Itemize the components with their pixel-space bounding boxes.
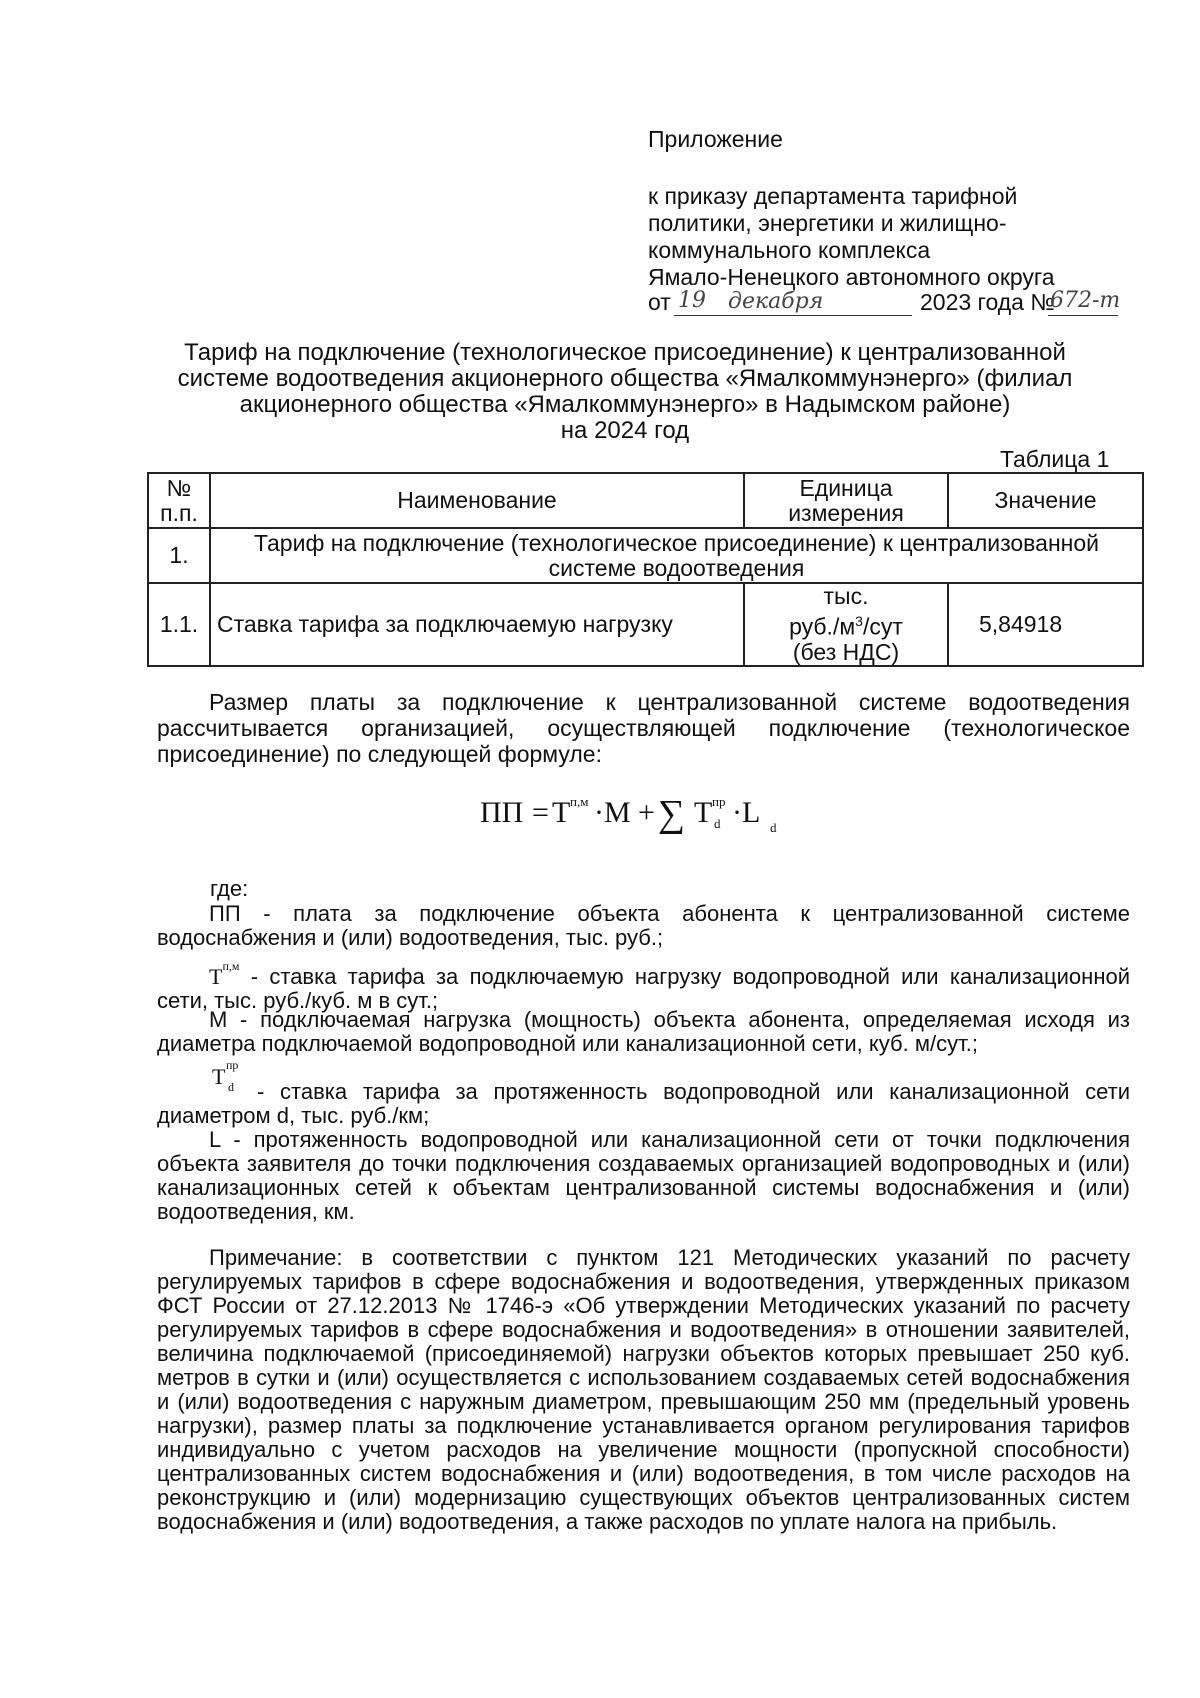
formula-t2-subscript: d — [714, 816, 721, 831]
formula-m: ·М — [594, 796, 631, 829]
section-number: 1. — [148, 528, 210, 583]
t-description: - ставка тарифа за подключаемую нагрузку водопроводной или канализационной сети, тыс. руб./куб. м в сут.; — [157, 964, 1130, 1013]
title-line: акционерного общества «Ямалкоммунэнерго» в Надымском районе) — [239, 391, 1011, 418]
title-line: Тариф на подключение (технологическое присоединение) к централизованной — [184, 339, 1066, 366]
formula-t: Т — [552, 796, 571, 829]
formula-t-superscript: п,м — [570, 794, 589, 809]
formula-plus: + — [638, 796, 655, 829]
table-caption: Таблица 1 — [1000, 446, 1110, 472]
header-number: № п.п. — [148, 473, 210, 528]
unit-line — [751, 609, 941, 640]
definition-t — [157, 954, 1130, 1013]
unit-line: (без НДС) — [792, 638, 900, 665]
td-superscript: пр — [226, 1058, 239, 1072]
formula-t2-superscript: пр — [712, 794, 726, 809]
where-label: где: — [210, 876, 249, 901]
definition-m: М - подключаемая нагрузка (мощность) объекта абонента, определяемая исходя из диаметра подключаемой водопроводной или канализационной сети, куб. м/сут.; — [157, 1007, 1130, 1056]
document-title — [150, 340, 1100, 444]
title-line: системе водоотведения акционерного общества «Ямалкоммунэнерго» (филиал — [177, 365, 1073, 392]
row-unit — [744, 583, 948, 666]
td-subscript: d — [228, 1080, 234, 1094]
order-line: политики, энергетики и жилищно- — [648, 210, 1007, 236]
order-line: коммунального комплекса — [648, 237, 931, 263]
row-number: 1.1. — [148, 583, 210, 666]
date-day-handwritten: 19 — [678, 288, 706, 313]
date-month-handwritten: декабря — [728, 289, 824, 314]
intro-paragraph: Размер платы за подключение к централизованной системе водоотведения рассчитывается организацией, осуществляющей подключение (технологическое присоединение) по следующей формуле: — [157, 689, 1130, 767]
t-symbol: Т — [209, 964, 223, 989]
t-symbol-superscript: п,м — [222, 959, 240, 973]
note-paragraph: Примечание: в соответствии с пунктом 121 Методических указаний по расчету регулируемых тарифов в сфере водоснабжения и водоотведения, утвержденных приказом ФСТ России от 27.12.2013 № 1746-э «Об утверждении Методических указаний по расчету регулируемых тарифов в сфере водоснабжения и водоотведения» в отношении заявителей, величина подключаемой (присоединяемой) нагрузки объектов которых превышает 250 куб. метров в сутки и (или) осуществляется с использованием создаваемых сетей водоснабжения и (или) водоотведения с наружным диаметром, превышающим 250 мм (предельный уровень нагрузки), размер платы за подключение устанавливается органом регулирования тарифов индивидуально с учетом расходов на увеличение мощности (пропускной способности) централизованных систем водоснабжения и (или) водоотведения, в том числе расходов на реконструкцию и (или) модернизацию существующих объектов централизованных систем водоснабжения и (или) водоотведения, а также расходов по уплате налога на прибыль. — [157, 1245, 1130, 1534]
formula-equals: = — [532, 796, 549, 829]
formula-l-subscript: d — [770, 820, 777, 835]
order-number-handwritten: 672-т — [1050, 288, 1121, 313]
fee-formula — [480, 793, 840, 856]
formula-sum: ∑ — [658, 793, 686, 835]
header-name: Наименование — [210, 473, 744, 528]
table-section-row — [148, 528, 1143, 583]
td-letter: Т — [212, 1064, 226, 1089]
unit-text: /сут — [862, 613, 903, 640]
unit-text: руб./м — [789, 613, 856, 640]
order-date-line — [648, 289, 1128, 319]
date-year: 2023 года № — [920, 289, 1056, 315]
formula-t2: Т — [694, 796, 713, 829]
section-title: Тариф на подключение (технологическое присоединение) к централизованной системе водоотведения — [210, 528, 1143, 583]
formula-l: ·L — [732, 796, 761, 829]
row-value: 5,84918 — [948, 583, 1143, 666]
header-unit: Единица измерения — [744, 473, 948, 528]
definition-l: L - протяженность водопроводной или канализационной сети от точки подключения объекта заявителя до точки подключения создаваемых организацией водопроводных и (или) канализационных сетей к объектам централизованной системы водоснабжения и (или) водоотведения, км. — [157, 1127, 1130, 1224]
row-name: Ставка тарифа за подключаемую нагрузку — [210, 583, 744, 666]
unit-line: тыс. — [823, 583, 869, 609]
formula-lhs: ПП — [480, 796, 524, 829]
title-line: на 2024 год — [560, 417, 690, 444]
appendix-label: Приложение — [648, 126, 783, 152]
date-prefix: от — [648, 289, 671, 315]
number-underline — [1048, 315, 1118, 316]
unit-superscript: 3 — [855, 613, 863, 629]
header-value: Значение — [948, 473, 1143, 528]
table-header-row — [148, 473, 1143, 528]
order-reference — [648, 183, 1055, 291]
table-row — [148, 583, 1143, 666]
tariff-table — [147, 472, 1144, 667]
definition-pp: ПП - плата за подключение объекта абонента к централизованной системе водоснабжения и (или) водоотведения, тыс. руб.; — [157, 901, 1130, 950]
order-line: к приказу департамента тарифной — [648, 183, 1018, 209]
order-line: Ямало-Ненецкого автономного округа — [648, 264, 1055, 290]
definition-td: - ставка тарифа за протяженность водопроводной или канализационной сети диаметром d, тыс. руб./км; — [157, 1079, 1130, 1128]
date-underline — [674, 315, 912, 316]
